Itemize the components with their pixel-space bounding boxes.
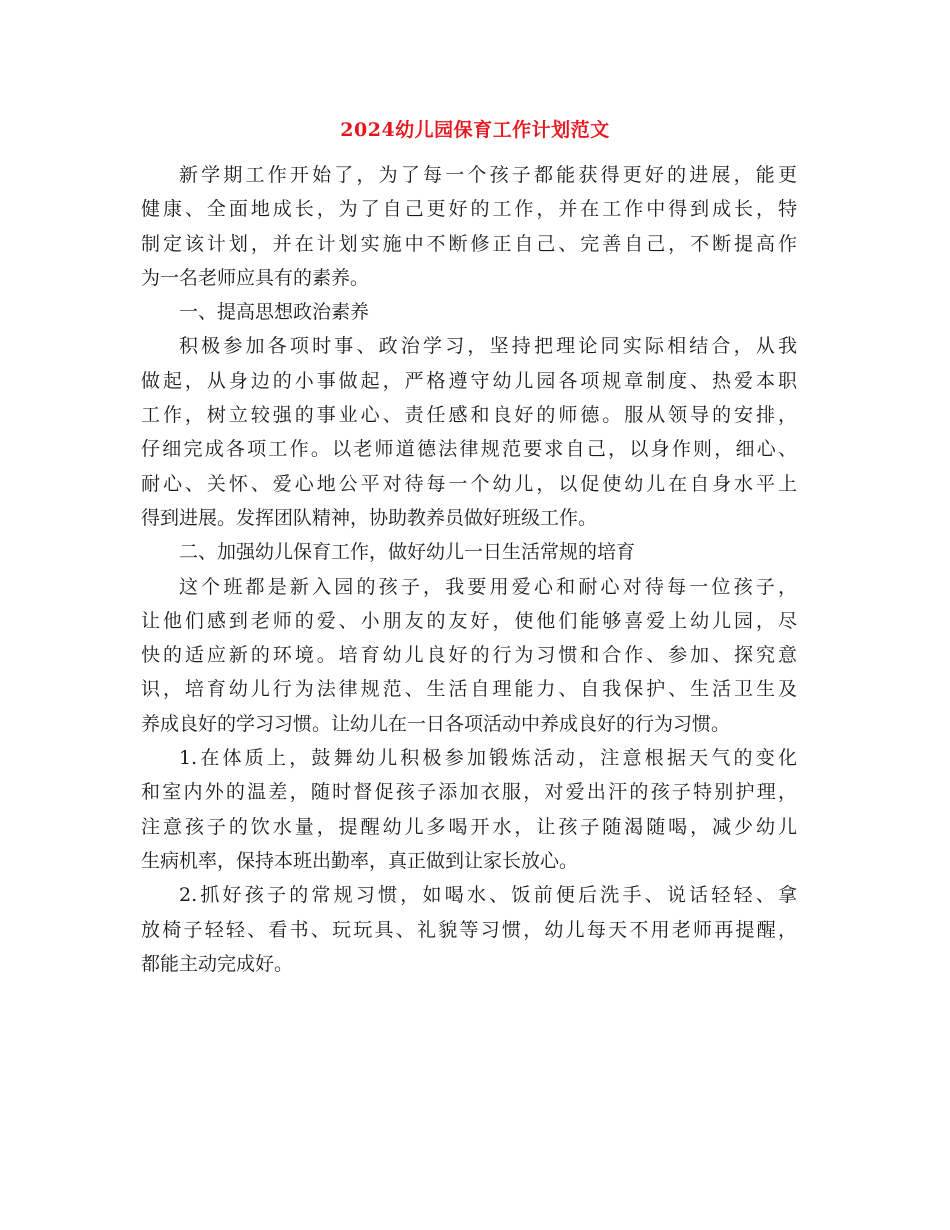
- text-line: 做起，从身边的小事做起，严格遵守幼儿园各项规章制度、热爱本职: [141, 369, 797, 392]
- text-line: 和室内外的温差，随时督促孩子添加衣服，对爱出汗的孩子特别护理，: [141, 781, 797, 804]
- text-line: 为一名老师应具有的素养。: [141, 266, 370, 289]
- paragraph-section-1: [141, 329, 797, 535]
- text-line: 耐心、关怀、爱心地公平对待每一个幼儿，以促使幼儿在自身水平上: [141, 472, 797, 495]
- paragraph-item-1: [141, 741, 797, 878]
- text-line: 得到进展。发挥团队精神，协助教养员做好班级工作。: [141, 506, 598, 529]
- text-line: 一、提高思想政治素养: [179, 301, 370, 324]
- text-line: 新学期工作开始了，为了每一个孩子都能获得更好的进展，能更: [179, 164, 797, 186]
- text-line: 工作，树立较强的事业心、责任感和良好的师德。服从领导的安排，: [141, 404, 797, 427]
- paragraph-section-2: [141, 570, 797, 741]
- paragraph-heading-1: [141, 295, 797, 329]
- document-body: [141, 158, 797, 981]
- text-line: 这个班都是新入园的孩子，我要用爱心和耐心对待每一位孩子，: [179, 575, 797, 598]
- text-line: 仔细完成各项工作。以老师道德法律规范要求自己，以身作则，细心、: [141, 438, 797, 461]
- text-line: 让他们感到老师的爱、小朋友的友好，使他们能够喜爱上幼儿园，尽: [141, 609, 797, 632]
- text-line: 二、加强幼儿保育工作，做好幼儿一日生活常规的培育: [179, 541, 636, 564]
- text-line: 积极参加各项时事、政治学习，坚持把理论同实际相结合，从我: [179, 335, 797, 358]
- text-line: 都能主动完成好。: [141, 952, 294, 975]
- text-line: 快的适应新的环境。培育幼儿良好的行为习惯和合作、参加、探究意: [141, 644, 797, 667]
- text-line: 制定该计划，并在计划实施中不断修正自己、完善自己，不断提高作: [141, 232, 797, 255]
- paragraph-intro: [141, 158, 797, 295]
- text-line: 2.抓好孩子的常规习惯，如喝水、饭前便后洗手、说话轻轻、拿: [179, 884, 797, 907]
- text-line: 1.在体质上，鼓舞幼儿积极参加锻炼活动，注意根据天气的变化: [179, 747, 797, 770]
- text-line: 注意孩子的饮水量，提醒幼儿多喝开水，让孩子随渴随喝，减少幼儿: [141, 815, 797, 838]
- text-line: 放椅子轻轻、看书、玩玩具、礼貌等习惯，幼儿每天不用老师再提醒，: [141, 918, 797, 941]
- text-line: 健康、全面地成长，为了自己更好的工作，并在工作中得到成长，特: [141, 198, 797, 221]
- text-line: 识，培育幼儿行为法律规范、生活自理能力、自我保护、生活卫生及: [141, 678, 797, 701]
- paragraph-item-2: [141, 878, 797, 981]
- text-line: 养成良好的学习习惯。让幼儿在一日各项活动中养成良好的行为习惯。: [141, 712, 731, 735]
- document-title: 2024幼儿园保育工作计划范文: [340, 119, 610, 141]
- paragraph-heading-2: [141, 535, 797, 569]
- text-line: 生病机率，保持本班出勤率，真正做到让家长放心。: [141, 849, 579, 872]
